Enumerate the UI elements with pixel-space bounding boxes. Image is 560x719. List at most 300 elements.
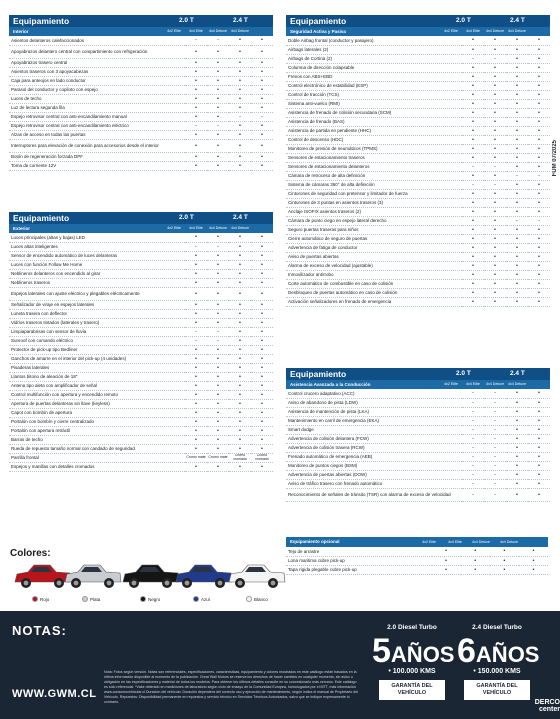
spec-table — [286, 547, 548, 575]
availability-cell: • — [185, 381, 207, 390]
availability-cell: • — [229, 152, 251, 161]
availability-cell: • — [229, 318, 251, 327]
feature-label: Asientos traseros con 3 apoyacabezas — [9, 67, 185, 76]
warranty-unit: AÑOS — [475, 642, 540, 667]
availability-cell: - — [251, 112, 273, 121]
availability-cell: • — [528, 180, 550, 189]
availability-cell: • — [462, 279, 484, 288]
availability-cell: • — [528, 452, 550, 461]
availability-cell: • — [528, 162, 550, 171]
availability-cell: • — [528, 117, 550, 126]
table-row — [286, 198, 550, 207]
availability-cell: • — [506, 389, 528, 398]
availability-cell: - — [484, 488, 506, 501]
color-name: Plata — [90, 596, 101, 602]
table-row — [9, 58, 273, 67]
availability-cell: • — [484, 225, 506, 234]
availability-cell: • — [506, 234, 528, 243]
feature-label: Monitoreo de presión de neumáticos (TPMS) — [286, 144, 462, 153]
availability-cell: - — [462, 398, 484, 407]
feature-label: Luces con función Follow Me Home — [9, 260, 185, 269]
warranty-label: GARANTÍA DEL VEHÍCULO — [464, 680, 530, 700]
table-row — [286, 180, 550, 189]
availability-cell: • — [207, 251, 229, 260]
feature-label: Luces principales (altas y bajas) LED — [9, 233, 185, 242]
fum-date: FUM 07/2025 — [552, 140, 558, 177]
availability-cell: • — [251, 67, 273, 76]
availability-cell: • — [484, 207, 506, 216]
table-row — [286, 90, 550, 99]
feature-label: Alarma de exceso de velocidad (ajustable) — [286, 261, 462, 270]
availability-cell: • — [251, 139, 273, 152]
availability-cell: • — [207, 300, 229, 309]
feature-label: Sensores de estacionamiento delanteros — [286, 162, 462, 171]
feature-label: Neblineros delanteros con encendido al girar — [9, 269, 185, 278]
table-row — [286, 261, 550, 270]
warranty-label: GARANTÍA DEL VEHÍCULO — [379, 680, 445, 700]
availability-cell: - — [484, 470, 506, 479]
availability-cell: • — [207, 94, 229, 103]
availability-cell: • — [185, 462, 207, 471]
table-row — [286, 407, 550, 416]
availability-cell: • — [229, 278, 251, 287]
availability-cell: - — [462, 443, 484, 452]
availability-cell: - — [484, 425, 506, 434]
warranty-unit: AÑOS — [390, 642, 455, 667]
feature-label: Protector de pick-up tipo Bedliner — [9, 345, 185, 354]
availability-cell: • — [207, 103, 229, 112]
availability-cell: • — [229, 390, 251, 399]
availability-cell: • — [484, 288, 506, 297]
table-row — [9, 363, 273, 372]
availability-cell: • — [528, 252, 550, 261]
availability-cell: - — [207, 336, 229, 345]
table-row — [286, 252, 550, 261]
availability-cell: • — [251, 399, 273, 408]
feature-label: Capot con bombín de apertura — [9, 408, 185, 417]
exterior-panel — [9, 212, 273, 472]
availability-cell: • — [229, 345, 251, 354]
table-row — [286, 452, 550, 461]
availability-cell: • — [484, 81, 506, 90]
availability-cell: • — [506, 470, 528, 479]
availability-cell: • — [251, 242, 273, 251]
table-row — [286, 556, 548, 565]
availability-cell: • — [484, 297, 506, 306]
availability-cell: - — [506, 171, 528, 180]
table-row — [9, 300, 273, 309]
table-row — [9, 417, 273, 426]
availability-cell: • — [251, 152, 273, 161]
availability-cell: • — [462, 135, 484, 144]
interior-panel — [9, 15, 273, 171]
availability-cell: • — [528, 72, 550, 81]
availability-cell: • — [484, 45, 506, 54]
availability-cell: • — [462, 72, 484, 81]
table-row — [9, 327, 273, 336]
availability-cell: • — [229, 242, 251, 251]
availability-cell: • — [185, 45, 207, 58]
legal-text: Nota: Fotos según versión. Notas son referenciales, especificaciones, características, equipamiento y colores mostrados en este catálogo están basados en la última información disponible al momento de la publicación. Great Wall Motors se reserva los derechos de hacer cambios en cualquier momento, sin aviso u obligación en las especificaciones y material de todos los modelos. Para obtener los últimos detalles consulte en su concesionario más cercano. Este catálogo es sólo referencial. *Valor obtenido en mediciones de laboratorio según ciclo de ensayo de la Comunidad Europea, homologados por el MTT, más información www.consumovehicular.cl Duración del vehículo: Duración dependerá del correcto uso y ejecución de mantenimiento, según indica el manual de Propietario del Vehículo. Repuestos: Disponibilidad permanente en repuestos y servicio técnico en Servicios Técnicos Autorizados, salvo que se indique expresamente lo contrario. — [104, 670, 359, 704]
availability-cell: • — [519, 556, 548, 565]
availability-cell: • — [528, 135, 550, 144]
availability-cell: - — [484, 398, 506, 407]
availability-cell: • — [462, 36, 484, 45]
availability-cell: - — [528, 216, 550, 225]
feature-label: Activación señalizadores en frenado de emergencia — [286, 297, 462, 306]
availability-cell: • — [229, 251, 251, 260]
availability-cell: • — [506, 45, 528, 54]
availability-cell: - — [462, 180, 484, 189]
availability-cell: • — [207, 161, 229, 170]
availability-cell: • — [207, 139, 229, 152]
availability-cell: • — [484, 135, 506, 144]
availability-cell: • — [251, 309, 273, 318]
availability-cell: - — [185, 242, 207, 251]
feature-label: Tapa rígida plegable cubre pick-up — [286, 565, 432, 574]
availability-cell: • — [462, 63, 484, 72]
feature-label: Luces de techo — [9, 94, 185, 103]
feature-label: Ganchos de amarre en el interior del pick-up (4 unidades) — [9, 354, 185, 363]
availability-cell: • — [528, 297, 550, 306]
availability-cell: • — [207, 408, 229, 417]
panel-title: Equipamiento 2.0 T 2.4 T — [9, 212, 273, 224]
engine-label: 2.0 T — [179, 17, 194, 24]
table-row — [286, 144, 550, 153]
availability-cell: • — [185, 85, 207, 94]
availability-cell: • — [462, 90, 484, 99]
feature-label: Advertencia de fatiga de conductor — [286, 243, 462, 252]
availability-cell: • — [506, 81, 528, 90]
feature-label: Asistencia de mantención de pista (LKA) — [286, 407, 462, 416]
table-row — [286, 108, 550, 117]
availability-cell: - — [462, 389, 484, 398]
availability-cell: • — [251, 260, 273, 269]
availability-cell: • — [462, 288, 484, 297]
feature-label: Sensor de encendido automático de luces delanteras — [9, 251, 185, 260]
color-dot — [32, 596, 38, 602]
feature-label: Asientos delanteros calefaccionados — [9, 36, 185, 45]
availability-cell: • — [251, 85, 273, 94]
availability-cell: • — [506, 434, 528, 443]
availability-cell: • — [251, 269, 273, 278]
table-row — [286, 288, 550, 297]
availability-cell: • — [506, 36, 528, 45]
feature-label: Cierre automático de seguro de puertas — [286, 234, 462, 243]
availability-cell: • — [484, 63, 506, 72]
availability-cell: - — [462, 461, 484, 470]
availability-cell: • — [528, 416, 550, 425]
table-row — [9, 408, 273, 417]
availability-cell: • — [185, 260, 207, 269]
availability-cell: • — [229, 327, 251, 336]
availability-cell: • — [528, 461, 550, 470]
availability-cell: • — [506, 198, 528, 207]
table-row — [9, 152, 273, 161]
availability-cell: - — [207, 121, 229, 130]
color-name: Blanco — [254, 596, 268, 602]
website-link[interactable]: WWW.GWM.CL — [12, 688, 97, 700]
availability-cell: • — [207, 287, 229, 300]
section-header: Equipamiento opcional 4x2 Elite 4x4 Elite 4x4 Deluxe 4x4 Deluxe — [286, 537, 548, 547]
availability-cell: - — [484, 461, 506, 470]
spec-table — [286, 36, 550, 307]
availability-cell: • — [229, 58, 251, 67]
availability-cell: • — [506, 416, 528, 425]
availability-cell: - — [484, 180, 506, 189]
availability-cell: - — [185, 36, 207, 45]
availability-cell: - — [462, 425, 484, 434]
availability-cell: - — [229, 112, 251, 121]
availability-cell: • — [251, 390, 273, 399]
availability-cell: • — [528, 470, 550, 479]
availability-cell: • — [528, 443, 550, 452]
availability-cell: • — [484, 144, 506, 153]
feature-label: Control de descenso (HDC) — [286, 135, 462, 144]
spec-table — [9, 36, 273, 171]
table-row — [286, 189, 550, 198]
availability-cell: • — [207, 233, 229, 242]
availability-cell: • — [251, 103, 273, 112]
availability-cell: • — [506, 54, 528, 63]
feature-label: Espejo retrovisor central con anti-encandilamiento eléctrico — [9, 121, 185, 130]
warranty-20 — [372, 624, 455, 700]
availability-cell: - — [462, 407, 484, 416]
availability-cell: • — [251, 76, 273, 85]
availability-cell: • — [185, 408, 207, 417]
feature-label: Desbloqueo de puertas automático en caso de colisión — [286, 288, 462, 297]
availability-cell: • — [528, 270, 550, 279]
availability-cell: • — [185, 417, 207, 426]
feature-label: Asistencia de partida en pendiente (HHC) — [286, 126, 462, 135]
availability-cell: • — [490, 565, 519, 574]
availability-cell: • — [207, 444, 229, 453]
color-dot — [140, 596, 146, 602]
availability-cell: • — [229, 300, 251, 309]
availability-cell: • — [528, 261, 550, 270]
availability-cell: - — [462, 479, 484, 488]
optional-panel — [286, 537, 548, 575]
availability-cell: Cromo mate — [207, 453, 229, 462]
feature-label: Advertencia de colisión trasera (RCW) — [286, 443, 462, 452]
availability-cell: • — [506, 162, 528, 171]
availability-cell: • — [528, 45, 550, 54]
feature-label: Control electrónico de estabilidad (ESP) — [286, 81, 462, 90]
availability-cell: • — [229, 408, 251, 417]
availability-cell: • — [207, 462, 229, 471]
availability-cell: • — [207, 363, 229, 372]
table-row — [9, 260, 273, 269]
availability-cell: • — [251, 408, 273, 417]
availability-cell: • — [506, 225, 528, 234]
availability-cell: • — [185, 372, 207, 381]
availability-cell: • — [528, 126, 550, 135]
table-row — [9, 287, 273, 300]
feature-label: Control multifunción con apertura y encendido remoto — [9, 390, 185, 399]
availability-cell: • — [462, 153, 484, 162]
table-row — [9, 269, 273, 278]
availability-cell: • — [185, 233, 207, 242]
availability-cell: • — [229, 85, 251, 94]
feature-label: Aviso de abandono de pista (LDW) — [286, 398, 462, 407]
feature-label: Frenos con ABS+EBD — [286, 72, 462, 81]
availability-cell: • — [506, 189, 528, 198]
table-row — [286, 162, 550, 171]
availability-cell: • — [519, 547, 548, 556]
availability-cell: • — [484, 117, 506, 126]
availability-cell: • — [506, 398, 528, 407]
table-row — [9, 354, 273, 363]
table-row — [9, 390, 273, 399]
feature-label: Parasol del conductor y copiloto con espejo — [9, 85, 185, 94]
engine-label: 2.0 T — [456, 370, 471, 377]
availability-cell: • — [462, 243, 484, 252]
table-row — [286, 216, 550, 225]
feature-label: Advertencia de colisión delantera (FCW) — [286, 434, 462, 443]
availability-cell: • — [462, 261, 484, 270]
availability-cell: • — [528, 398, 550, 407]
feature-label: Sunroof con comando eléctrico — [9, 336, 185, 345]
availability-cell: • — [207, 58, 229, 67]
feature-label: Doble Airbag frontal (conductor y pasajero) — [286, 36, 462, 45]
availability-cell: • — [207, 417, 229, 426]
availability-cell: • — [462, 198, 484, 207]
availability-cell: • — [484, 243, 506, 252]
availability-cell: • — [229, 130, 251, 139]
table-row — [286, 225, 550, 234]
feature-label: Señalizador de viraje en espejos laterales — [9, 300, 185, 309]
availability-cell: • — [251, 318, 273, 327]
availability-cell: • — [229, 287, 251, 300]
availability-cell: • — [251, 300, 273, 309]
availability-cell: • — [251, 345, 273, 354]
availability-cell: • — [207, 381, 229, 390]
feature-label: Frenado automático de emergencia (AEB) — [286, 452, 462, 461]
availability-cell: • — [251, 233, 273, 242]
availability-cell: • — [229, 269, 251, 278]
availability-cell: • — [528, 207, 550, 216]
availability-cell: • — [484, 171, 506, 180]
table-row — [9, 462, 273, 471]
availability-cell: • — [506, 270, 528, 279]
feature-label: Parrilla frontal — [9, 453, 185, 462]
availability-cell: • — [185, 251, 207, 260]
availability-cell: • — [251, 444, 273, 453]
warranty-years: 5 — [372, 632, 391, 670]
availability-cell: • — [207, 112, 229, 121]
table-row — [286, 126, 550, 135]
panel-title: Equipamiento 2.0 T 2.4 T — [286, 15, 550, 27]
warranty-years: 6 — [457, 632, 476, 670]
availability-cell: - — [484, 479, 506, 488]
table-row — [286, 470, 550, 479]
engine-label: 2.0 T — [456, 17, 471, 24]
feature-label: Pisaderas laterales — [9, 363, 185, 372]
feature-label: Cinturones de seguridad con pretensor y limitador de fuerza — [286, 189, 462, 198]
availability-cell: - — [484, 407, 506, 416]
availability-cell: • — [506, 488, 528, 501]
availability-cell: • — [229, 399, 251, 408]
availability-cell: • — [229, 103, 251, 112]
table-row — [286, 389, 550, 398]
availability-cell: • — [506, 261, 528, 270]
availability-cell: • — [185, 139, 207, 152]
availability-cell: • — [185, 161, 207, 170]
table-row — [9, 67, 273, 76]
availability-cell: • — [462, 216, 484, 225]
feature-label: Anclaje ISOFIX asientos traseros (2) — [286, 207, 462, 216]
availability-cell: • — [207, 309, 229, 318]
availability-cell: • — [462, 108, 484, 117]
availability-cell: • — [528, 108, 550, 117]
availability-cell: • — [185, 130, 207, 139]
table-row — [286, 171, 550, 180]
availability-cell: • — [528, 389, 550, 398]
table-row — [286, 243, 550, 252]
availability-cell: • — [185, 112, 207, 121]
availability-cell: • — [461, 547, 490, 556]
availability-cell: • — [185, 435, 207, 444]
availability-cell: - — [462, 434, 484, 443]
section-header: Seguridad Activa y Pasiva 4x2 Elite 4x4 Elite 4x4 Deluxe 4x4 Deluxe — [286, 27, 550, 36]
feature-label: Airbags laterales (2) — [286, 45, 462, 54]
table-row — [9, 435, 273, 444]
availability-cell: - — [506, 216, 528, 225]
availability-cell: • — [506, 207, 528, 216]
availability-cell: • — [528, 189, 550, 198]
availability-cell: • — [207, 45, 229, 58]
table-row — [9, 242, 273, 251]
table-row — [286, 488, 550, 501]
notes-title: NOTAS: — [12, 623, 67, 638]
feature-label: Barras de techo — [9, 435, 185, 444]
availability-cell: • — [506, 117, 528, 126]
feature-label: Luces altas inteligentes — [9, 242, 185, 251]
availability-cell: • — [506, 135, 528, 144]
table-row — [286, 45, 550, 54]
availability-cell: • — [506, 279, 528, 288]
engine-label: 2.4 T — [233, 214, 248, 221]
availability-cell: • — [506, 297, 528, 306]
availability-cell: • — [462, 297, 484, 306]
availability-cell: • — [506, 72, 528, 81]
table-row — [286, 565, 548, 574]
availability-cell: • — [461, 556, 490, 565]
table-row — [9, 139, 273, 152]
safety-panel — [286, 15, 550, 307]
availability-cell: - — [462, 488, 484, 501]
availability-cell: • — [207, 390, 229, 399]
availability-cell: • — [490, 547, 519, 556]
color-swatch — [32, 596, 49, 602]
engine-label: 2.4 T — [233, 17, 248, 24]
availability-cell: - — [185, 121, 207, 130]
availability-cell: Cromo mate — [185, 453, 207, 462]
engine-label: 2.0 T — [179, 214, 194, 221]
availability-cell: - — [462, 452, 484, 461]
availability-cell: • — [251, 278, 273, 287]
panel-title: Equipamiento 2.0 T 2.4 T — [9, 15, 273, 27]
availability-cell: • — [484, 261, 506, 270]
availability-cell: - — [207, 242, 229, 251]
color-dot — [246, 596, 252, 602]
availability-cell: • — [185, 287, 207, 300]
availability-cell: • — [251, 372, 273, 381]
table-row — [9, 94, 273, 103]
color-swatch — [82, 596, 100, 602]
section-header: Asistencia Avanzada a la Conducción 4x2 Elite 4x4 Elite 4x4 Deluxe 4x4 Deluxe — [286, 380, 550, 389]
availability-cell: • — [229, 354, 251, 363]
